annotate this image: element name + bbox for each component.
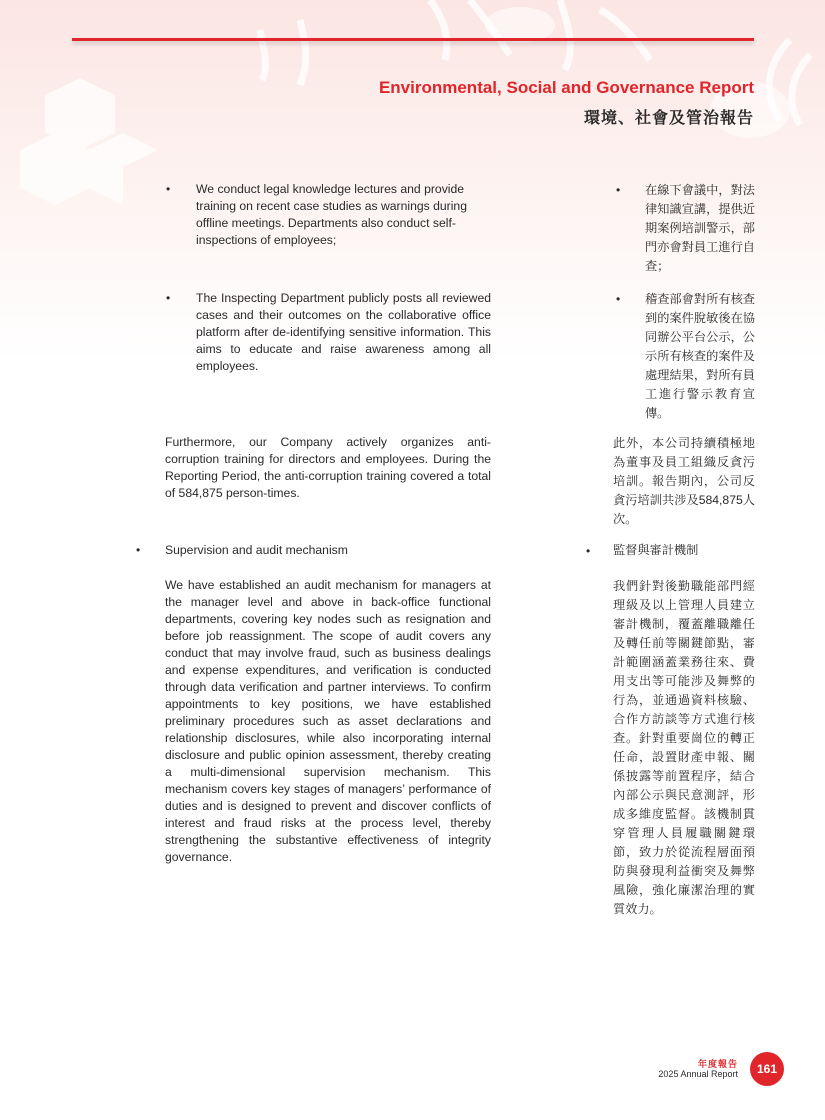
section-body-en: We have established an audit mechanism for managers at the manager level and above in back-office functional departments, covering key nodes such as resignation and before job reassignment. The scope of audit covers any conduct that may involve fraud, such as business dealings and expense expenditures, and verification is conducted through data verification and partner interviews. To confirm appointments to key positions, we have established preliminary procedures such as asset declarations and relationship disclosures, while also incorporating internal disclosure and public opinion assessment, thereby creating a multi-dimensional supervision mechanism. This mechanism covers key stages of managers’ performance of duties and is designed to prevent and discover conflicts of interest and fraud risks at the process level, thereby strengthening the substantive effectiveness of integrity governance. xyxy=(165,578,491,864)
bullet-marker: • xyxy=(616,292,621,306)
top-rule xyxy=(72,38,754,41)
section-body-zh: 我們針對後勤職能部門經理級及以上管理人員建立審計機制，覆蓋離職離任及轉任前等關鍵節點，審計範圍涵蓋業務往來、費用支出等可能涉及舞弊的行為，並通過資料核驗、合作方訪談等方式進行核查。針對重要崗位的轉正任命，設置財產申報、關係披露等前置程序，結合內部公示與民意測評，形成多維度監督。該機制貫穿管理人員履職關鍵環節，致力於從流程層面預防與發現利益衝突及舞弊風險，強化廉潔治理的實質效力。 xyxy=(613,579,755,916)
bullet-item-zh: 稽查部會對所有核查到的案件脫敏後在協同辦公平台公示，公示所有核查的案件及處理結果，對所有員工進行警示教育宣傳。 xyxy=(645,292,755,420)
anti-corruption-paragraph-zh: 此外，本公司持續積極地為董事及員工組織反貪污培訓。報告期內，公司反貪污培訓共涉及584,875人次。 xyxy=(613,436,755,526)
bullet-marker: • xyxy=(166,291,171,305)
bullet-item-zh: 在線下會議中，對法律知識宣講，提供近期案例培訓警示，部門亦會對員工進行自查； xyxy=(645,183,755,273)
footer-report-en: 2025 Annual Report xyxy=(658,1069,738,1079)
bullet-item-en: The Inspecting Department publicly posts all reviewed cases and their outcomes on the collaborative office platform after de-identifying sensitive information. This aims to educate and raise awareness among all employees. xyxy=(196,291,491,373)
anti-corruption-paragraph-en: Furthermore, our Company actively organizes anti-corruption training for directors and employees. During the Reporting Period, the anti-corruption training covered a total of 584,875 person-times. xyxy=(165,435,491,500)
section-heading-zh: 監督與審計機制 xyxy=(613,543,699,557)
section-heading-en: Supervision and audit mechanism xyxy=(165,543,348,557)
page-title-en: Environmental, Social and Governance Report xyxy=(378,78,754,97)
bullet-marker: • xyxy=(616,183,621,197)
bullet-marker: • xyxy=(586,544,591,558)
footer-report-zh: 年度報告 xyxy=(697,1059,738,1069)
bullet-item-en: We conduct legal knowledge lectures and provide training on recent case studies as warnings during offline meetings. Departments also conduct self-inspections of employees; xyxy=(196,182,467,247)
page-number: 161 xyxy=(750,1052,784,1086)
bullet-marker: • xyxy=(166,182,171,196)
page-title-zh: 環境、社會及管治報告 xyxy=(583,110,754,127)
bullet-marker: • xyxy=(136,543,141,557)
